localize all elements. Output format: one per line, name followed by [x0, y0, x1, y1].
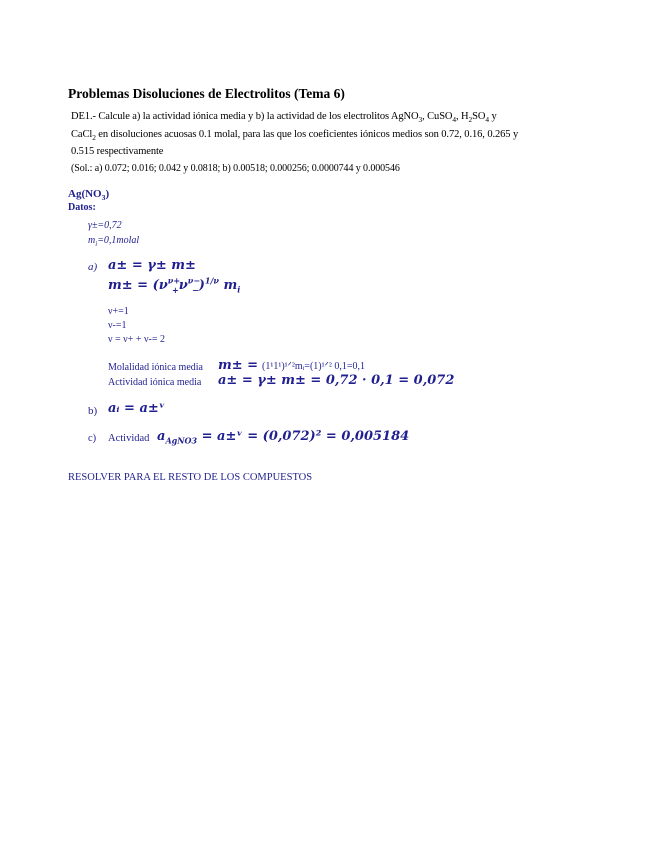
part-c-label: c) [88, 433, 97, 444]
problem-line-1: DE1.- Calcule a) la actividad iónica media y b) la actividad de los electrolitos AgNO$_3$, CuSO$_4$, $H_2SO_4$ y [71, 111, 497, 125]
nu-total: ν = ν+ + ν-= 2 [108, 334, 165, 345]
molality-equation: m± = [218, 358, 259, 373]
part-c-equation: $a_{AgNO3}$ = a±ᵛ = (0,072)² = 0,005184 [157, 429, 410, 446]
activity-equation: a± = γ± m± = 0,72 · 0,1 = 0,072 [218, 373, 455, 388]
gamma-value: γ±=0,72 [88, 220, 122, 231]
problem-solution: (Sol.: a) 0.072; 0.016; 0.042 y 0.0818; b) 0.00518; 0.000256; 0.0000744 y 0.000546 [71, 163, 400, 174]
molality-value: $m_i=0,1molal$ [88, 235, 140, 248]
molality-result: (1¹1¹)¹ᐟ²mᵢ=(1)¹ᐟ² 0,1=0,1 [262, 361, 365, 372]
part-b-equation: aᵢ = a±ᵛ [108, 401, 166, 416]
problem-line-2: CaCl$_2$ en disoluciones acuosas 0.1 molal, para las que los coeficientes iónicos medios son 0.72, 0.16, 0.265 y [71, 129, 519, 143]
part-c-word: Actividad [108, 433, 150, 444]
activity-label: Actividad iónica media [108, 377, 202, 388]
problem-line-3: 0.515 respectivamente [71, 146, 164, 157]
datos-label: Datos: [68, 202, 96, 213]
compound-heading: $Ag(NO_3)$ [68, 188, 110, 203]
footer-instruction: RESOLVER PARA EL RESTO DE LOS COMPUESTOS [68, 472, 313, 483]
part-a-label: a) [88, 261, 98, 273]
molality-label: Molalidad iónica media [108, 362, 203, 373]
part-b-label: b) [88, 405, 98, 417]
equation-molality-mean: $m\pm = (\nu^{\nu+}_+\nu^{\nu-}_-)^{1/\nu}$ $m_i$ [108, 275, 241, 295]
nu-plus: ν+=1 [108, 306, 129, 317]
page-title: Problemas Disoluciones de Electrolitos (Tema 6) [68, 86, 345, 101]
equation-activity-mean: a± = γ± m± [108, 258, 196, 273]
nu-minus: ν-=1 [108, 320, 127, 331]
